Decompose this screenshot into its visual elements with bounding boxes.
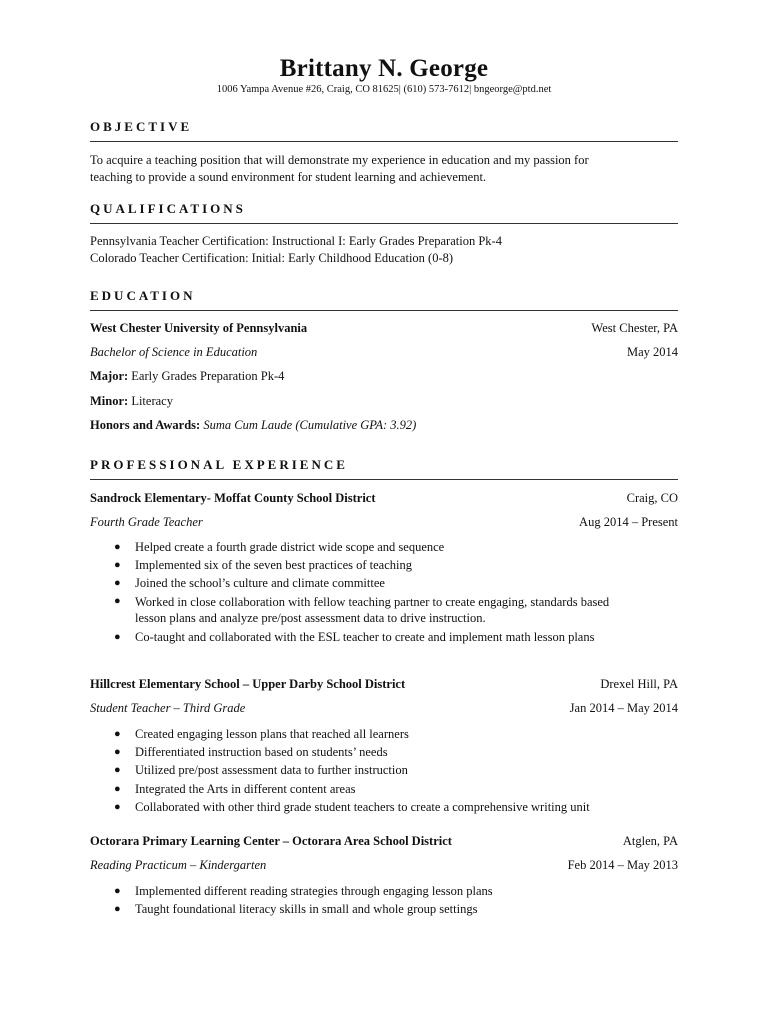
qualifications-divider <box>90 223 678 224</box>
objective-line: To acquire a teaching position that will demonstrate my experience in education and my passion for <box>90 153 589 167</box>
list-item: ● Utilized pre/post assessment data to further instruction <box>90 761 678 779</box>
experience-divider <box>90 479 678 480</box>
job-role: Reading Practicum – Kindergarten <box>90 858 267 872</box>
job-employer-row <box>90 832 678 850</box>
job-role: Fourth Grade Teacher <box>90 515 203 529</box>
honors-value: Suma Cum Laude (Cumulative GPA: 3.92) <box>203 418 417 432</box>
job-location: Drexel Hill, PA <box>600 677 678 691</box>
list-item: ● Co-taught and collaborated with the ESL teacher to create and implement math lesson plans <box>90 628 678 646</box>
bullet-icon: ● <box>114 577 121 590</box>
job-employer: Hillcrest Elementary School – Upper Darby School District <box>90 677 406 691</box>
bullet-icon: ● <box>114 594 121 607</box>
bullet-icon: ● <box>114 782 121 795</box>
qualification-item: Colorado Teacher Certification: Initial: Early Childhood Education (0-8) <box>90 250 454 265</box>
job-role-row <box>90 513 678 531</box>
education-divider <box>90 310 678 311</box>
job-bullets <box>90 538 678 646</box>
bullet-icon: ● <box>114 728 121 740</box>
job-role-row <box>90 856 678 874</box>
minor-label: Minor: <box>90 394 129 408</box>
list-item: ● Integrated the Arts in different content areas <box>90 780 678 798</box>
list-item: ● Helped create a fourth grade district wide scope and sequence <box>90 538 678 556</box>
bullet-icon: ● <box>114 903 121 916</box>
honors-label: Honors and Awards: <box>90 418 201 432</box>
education-honors-row <box>90 416 678 434</box>
job-location: Craig, CO <box>626 491 678 505</box>
candidate-name: Brittany N. George <box>279 55 489 82</box>
list-item: ● Implemented different reading strategies through engaging lesson plans <box>90 882 678 900</box>
education-heading: EDUCATION <box>90 288 196 303</box>
qualifications-heading: QUALIFICATIONS <box>90 201 246 216</box>
education-minor-row <box>90 392 678 410</box>
job-bullets <box>90 882 678 918</box>
education-school-row <box>90 319 678 337</box>
education-degree-row <box>90 343 678 361</box>
experience-heading: PROFESSIONAL EXPERIENCE <box>90 457 348 472</box>
qualifications-list <box>90 233 678 266</box>
list-item: ● Created engaging lesson plans that reached all learners <box>90 725 678 743</box>
qualification-item: Pennsylvania Teacher Certification: Instructional I: Early Grades Preparation Pk-4 <box>90 234 502 248</box>
job-employer: Sandrock Elementary- Moffat County School District <box>90 491 376 505</box>
objective-line: teaching to provide a sound environment for student learning and achievement. <box>90 169 487 184</box>
bullet-icon: ● <box>114 885 121 897</box>
list-item: ● Worked in close collaboration with fellow teaching partner to create engaging, standards based lesson plans and analyze pre/post assessment data to drive instruction. <box>114 594 610 626</box>
objective-divider <box>90 141 678 142</box>
school-location: West Chester, PA <box>591 321 678 335</box>
job-bullets <box>90 725 678 816</box>
job-role: Student Teacher – Third Grade <box>90 701 246 715</box>
job-dates: Aug 2014 – Present <box>579 515 678 529</box>
minor-value: Literacy <box>131 394 173 408</box>
bullet-icon: ● <box>114 630 121 643</box>
job-location: Atglen, PA <box>622 834 678 848</box>
degree-date: May 2014 <box>626 345 678 359</box>
objective-text <box>90 152 678 185</box>
major-value: Early Grades Preparation Pk-4 <box>131 369 285 383</box>
list-item: ● Collaborated with other third grade student teachers to create a comprehensive writing unit <box>90 798 678 816</box>
contact-line: 1006 Yampa Avenue #26, Craig, CO 81625| (610) 573-7612| bngeorge@ptd.net <box>216 84 552 95</box>
job-employer-row <box>90 489 678 507</box>
job-dates: Jan 2014 – May 2014 <box>569 701 678 715</box>
list-item: ● Implemented six of the seven best practices of teaching <box>90 556 678 574</box>
job-role-row <box>90 699 678 717</box>
school-name: West Chester University of Pennsylvania <box>90 321 308 335</box>
resume-page <box>90 0 678 1024</box>
job-dates: Feb 2014 – May 2013 <box>567 858 678 872</box>
bullet-icon: ● <box>114 800 121 813</box>
bullet-icon: ● <box>114 764 121 777</box>
objective-heading: OBJECTIVE <box>90 119 193 134</box>
list-item: ● Joined the school’s culture and climate committee <box>90 574 678 592</box>
bullet-icon: ● <box>114 541 121 553</box>
bullet-icon: ● <box>114 746 121 759</box>
major-label: Major: <box>90 369 129 383</box>
job-employer: Octorara Primary Learning Center – Octorara Area School District <box>90 834 452 848</box>
list-item: ● Taught foundational literacy skills in small and whole group settings <box>90 900 678 918</box>
education-major-row <box>90 367 678 385</box>
degree-name: Bachelor of Science in Education <box>90 345 258 359</box>
bullet-icon: ● <box>114 559 121 572</box>
job-employer-row <box>90 675 678 693</box>
list-item: ● Differentiated instruction based on students’ needs <box>90 743 678 761</box>
